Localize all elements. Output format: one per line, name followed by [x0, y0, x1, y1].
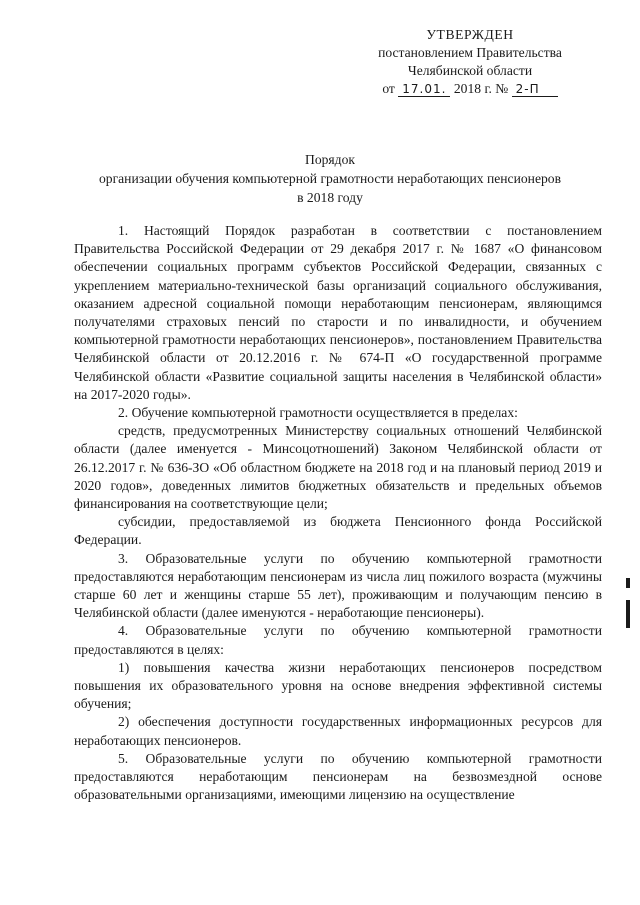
- paragraph-3: 3. Образовательные услуги по обучению компьютерной грамотности предоставляются неработающим пенсионерам из числа лиц пожилого возраста (мужчины старше 60 лет и женщины старше 55 лет), проживающим и получающим пенсию в Челябинской области (далее именуются - неработающие пенсионеры).: [74, 550, 602, 621]
- document-body: [74, 222, 602, 805]
- date-value: 17.01.: [398, 83, 450, 97]
- number-value: 2-П: [512, 83, 558, 97]
- paragraph-2-funds: средств, предусмотренных Министерству социальных отношений Челябинской области (далее именуется - Минсоцотношений) Законом Челябинской области от 26.12.2017 г. № 636-ЗО «Об областном бюджете на 2018 год и на плановый период 2019 и 2020 годов», доведенных лимитов бюджетных обязательств и предельных объемов финансирования на соответствующие цели;: [74, 423, 602, 512]
- paragraph-4-item-2: 2) обеспечения доступности государственных информационных ресурсов для неработающих пенсионеров.: [74, 714, 602, 748]
- paragraph-4-item-1: 1) повышения качества жизни неработающих пенсионеров посредством повышения их образовательного уровня на основе внедрения эффективной системы обучения;: [74, 659, 602, 712]
- scan-margin-mark: [626, 578, 630, 588]
- paragraph-4: 4. Образовательные услуги по обучению компьютерной грамотности предоставляются в целях:: [74, 623, 602, 657]
- approval-line-1: постановлением Правительства: [378, 45, 562, 60]
- document-heading: Порядок: [305, 152, 355, 167]
- paragraph-1: 1. Настоящий Порядок разработан в соответствии с постановлением Правительства Российской Федерации от 29 декабря 2017 г. № 1687 «О финансовом обеспечении социальных программ субъектов Российской Федерации, связанных с укреплением материально-технической базы организаций социального обслуживания, оказанием адресной социальной помощи неработающим пенсионерам, являющимся получателями страховых пенсий по старости и по инвалидности, и обучением компьютерной грамотности неработающих пенсионеров», постановлением Правительства Челябинской области от 20.12.2016 г. № 674-П «О государственной программе Челябинской области «Развитие социальной защиты населения в Челябинской области» на 2017-2020 годы».: [74, 223, 602, 402]
- paragraph-2-subsidy: субсидии, предоставляемой из бюджета Пенсионного фонда Российской Федерации.: [74, 514, 602, 548]
- approval-block: [355, 26, 585, 98]
- approval-stamp: УТВЕРЖДЕН: [426, 27, 514, 42]
- document-subtitle: организации обучения компьютерной грамотности неработающих пенсионеров: [98, 171, 561, 186]
- document-title-block: [60, 150, 600, 207]
- approval-date-line: [355, 80, 585, 98]
- document-year: в 2018 году: [297, 190, 363, 205]
- date-year: 2018 г. №: [453, 81, 509, 96]
- paragraph-5: 5. Образовательные услуги по обучению компьютерной грамотности предоставляются неработающим пенсионерам на безвозмездной основе образовательными организациями, имеющими лицензию на осуществление: [74, 750, 602, 803]
- paragraph-2: 2. Обучение компьютерной грамотности осуществляется в пределах:: [118, 405, 518, 421]
- scan-margin-mark: [626, 600, 630, 628]
- approval-line-2: Челябинской области: [407, 63, 533, 78]
- date-prefix: от: [382, 81, 395, 96]
